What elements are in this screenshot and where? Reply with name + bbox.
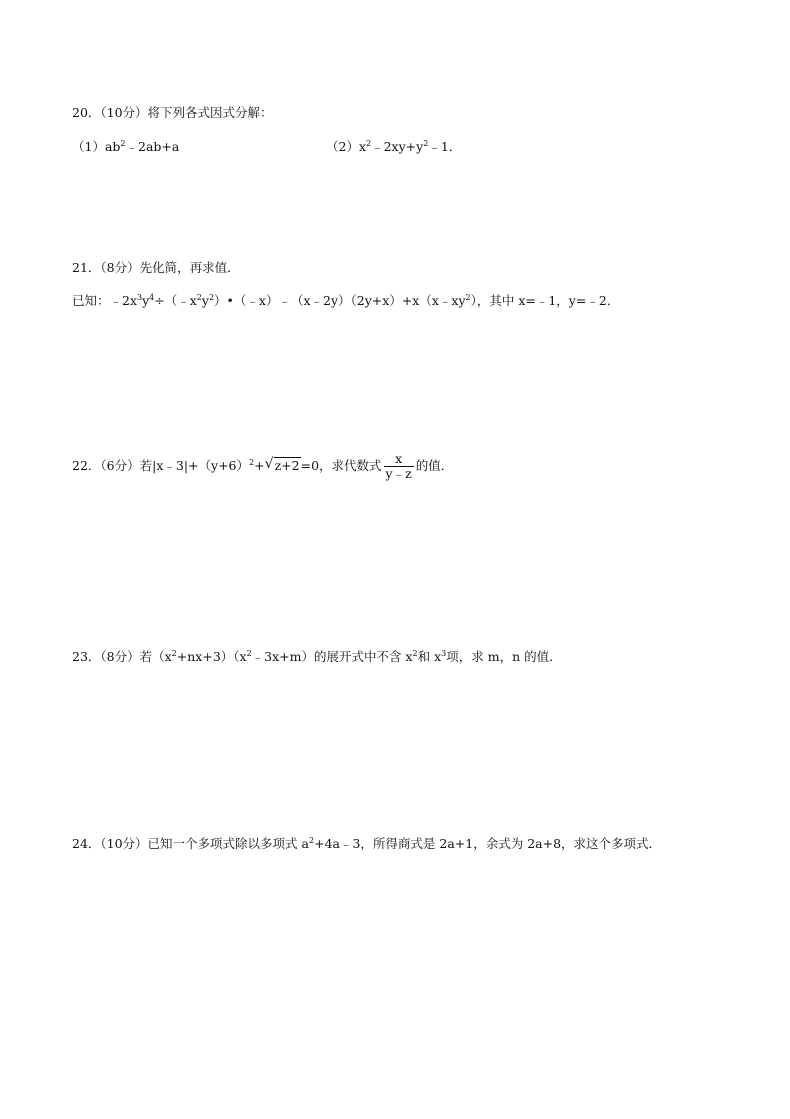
- question-20-part-1: [72, 136, 179, 155]
- exponent: 3: [137, 293, 143, 302]
- question-24: [72, 833, 661, 852]
- question-24-text: 24．（10分）已知一个多项式除以多项式 a: [72, 836, 309, 851]
- numerator: x: [384, 452, 414, 467]
- expression-text: 已知：﹣2x: [72, 293, 138, 308]
- question-22-text: =0，求代数式: [300, 458, 382, 473]
- exponent: 2: [171, 649, 177, 658]
- question-20-text: 20．（10分）将下列各式因式分解：: [72, 105, 273, 120]
- exponent: 2: [246, 649, 252, 658]
- exponent: 4: [149, 293, 155, 302]
- question-20-part-2: [326, 136, 461, 155]
- exponent: 2: [465, 293, 471, 302]
- denominator: y﹣z: [385, 466, 412, 481]
- question-23-text: 项，求 m，n 的值．: [446, 649, 562, 664]
- exponent: 2: [196, 293, 202, 302]
- expression-text: ÷（﹣x: [154, 293, 197, 308]
- radicand: z+2: [274, 458, 300, 473]
- question-21-expression: [72, 290, 619, 309]
- question-20-title: [72, 105, 273, 121]
- question-22-text: +: [254, 458, 265, 473]
- exponent: 2: [366, 139, 372, 148]
- question-21-title: [72, 260, 240, 276]
- exponent: 3: [441, 649, 447, 658]
- part-1-text: ﹣2ab+a: [125, 139, 180, 154]
- question-23-text: +nx+3）（x: [176, 649, 247, 664]
- part-2-text: ﹣2xy+y: [371, 139, 424, 154]
- question-22-text: 的值．: [415, 458, 454, 473]
- question-23-text: 和 x: [417, 649, 442, 664]
- exponent: 2: [309, 836, 315, 845]
- exponent: 2: [208, 293, 215, 302]
- exponent: 2: [412, 649, 418, 658]
- question-23: [72, 646, 562, 665]
- expression-text: ）•（﹣x）﹣（x﹣2y）（2y+x）+x（x﹣xy: [214, 293, 466, 308]
- question-22-text: 22．（6分）若|x﹣3|+（y+6）: [72, 458, 249, 473]
- exponent: 2: [249, 458, 255, 467]
- question-21-text: 21．（8分）先化简，再求值．: [72, 260, 240, 275]
- question-23-text: 23．（8分）若（x: [72, 649, 172, 664]
- part-2-text: （2）x: [326, 139, 367, 154]
- expression-text: y: [201, 293, 209, 308]
- part-1-text: （1）ab: [72, 139, 121, 154]
- expression-text: ），其中 x=﹣1，y=﹣2．: [470, 293, 620, 308]
- fraction: [384, 452, 414, 481]
- square-root: [265, 458, 301, 474]
- part-2-text: ﹣1．: [428, 139, 462, 154]
- question-24-text: +4a﹣3，所得商式是 2a+1，余式为 2a+8，求这个多项式．: [314, 836, 662, 851]
- expression-text: y: [142, 293, 150, 308]
- question-23-text: ﹣3x+m）的展开式中不含 x: [251, 649, 413, 664]
- exponent: 2: [423, 139, 429, 148]
- radical-sign-icon: √: [264, 456, 274, 472]
- question-22: [72, 452, 453, 481]
- exponent: 2: [120, 139, 126, 148]
